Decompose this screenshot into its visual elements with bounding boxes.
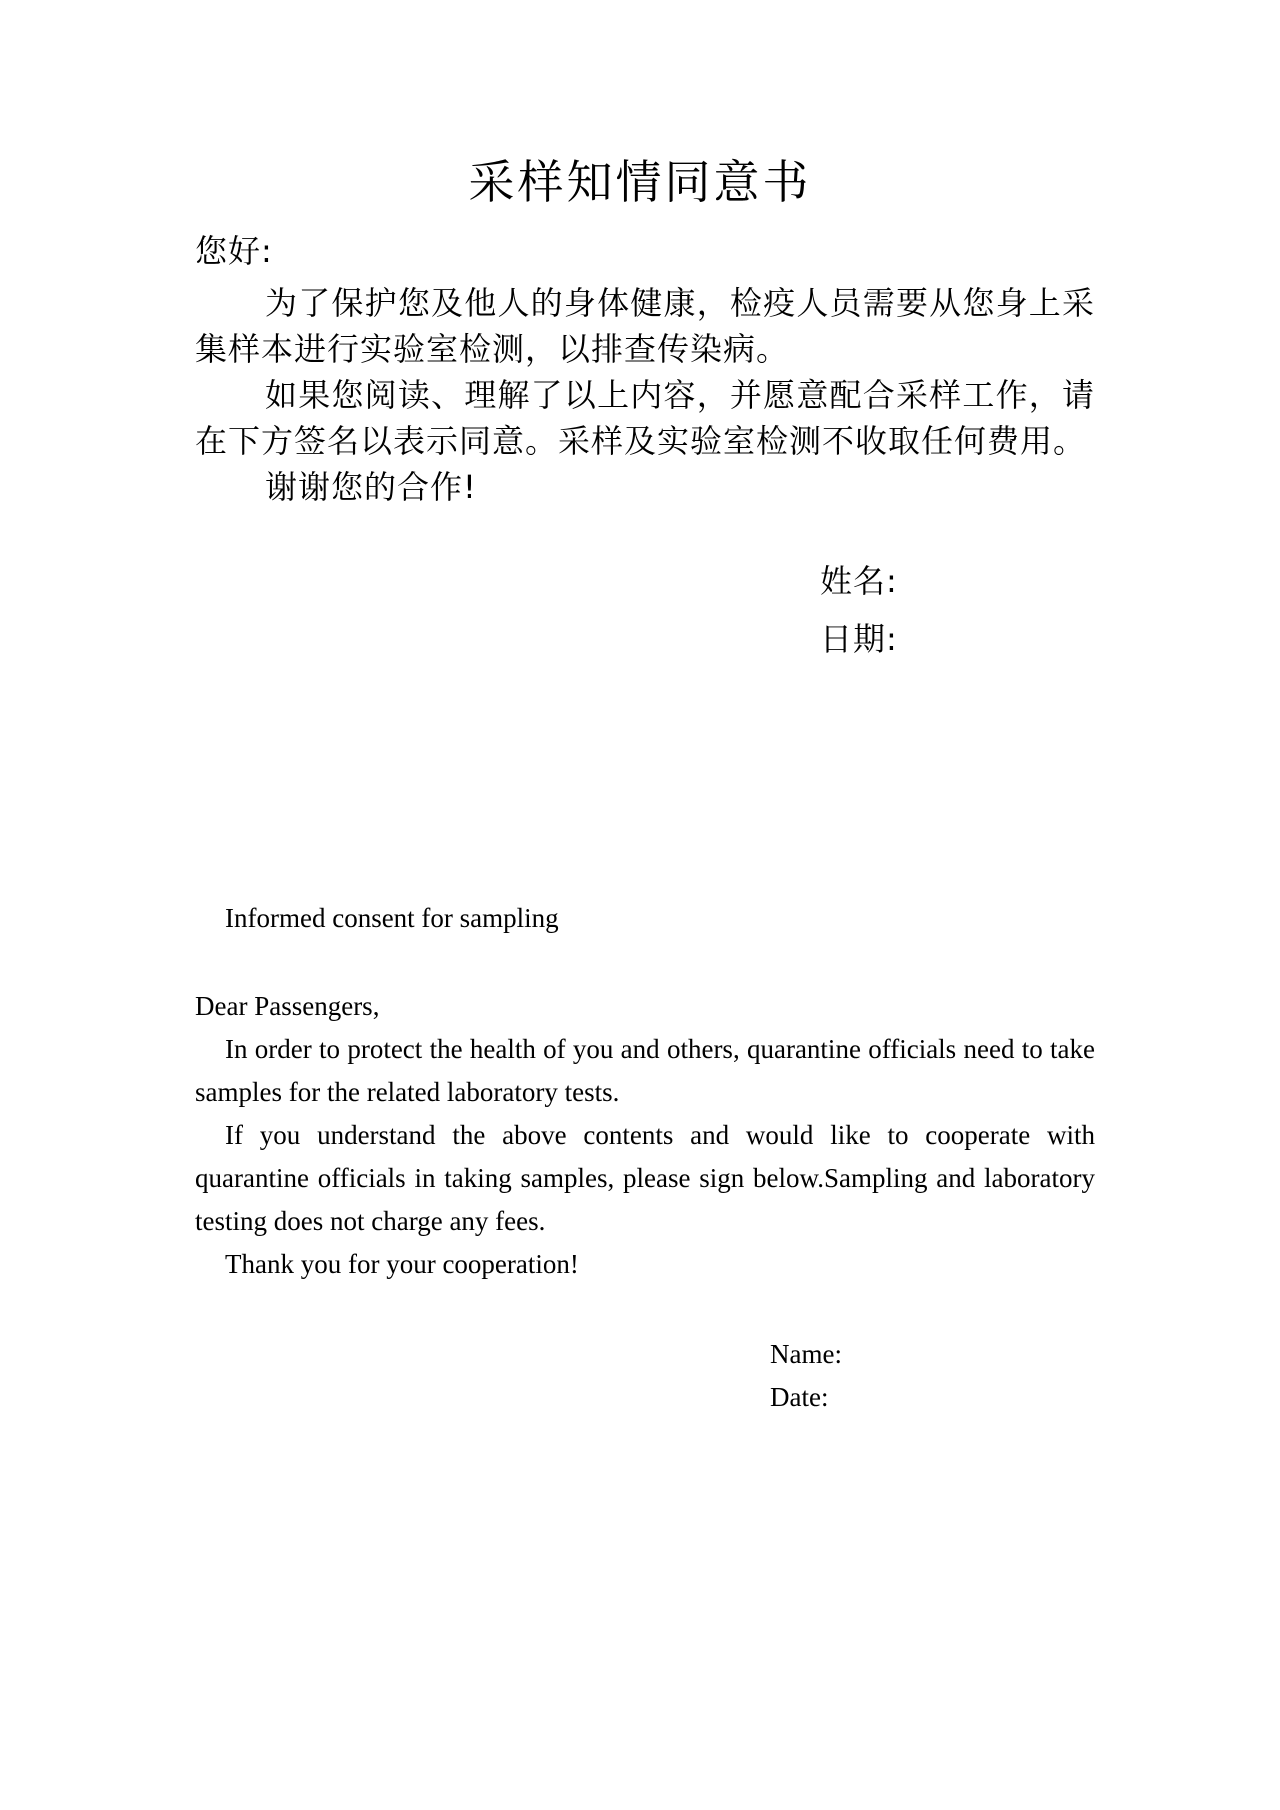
chinese-date-label: 日期: — [820, 620, 898, 658]
english-paragraph-thanks: Thank you for your cooperation! — [225, 1249, 579, 1279]
chinese-title: 采样知情同意书 — [468, 155, 812, 209]
english-body — [195, 985, 1095, 1286]
english-signature-block — [770, 1333, 842, 1419]
english-greeting: Dear Passengers, — [195, 991, 380, 1021]
english-date-label: Date: — [770, 1382, 829, 1412]
chinese-body — [195, 280, 1095, 510]
english-title: Informed consent for sampling — [225, 903, 559, 933]
english-name-label: Name: — [770, 1339, 842, 1369]
english-paragraph-purpose: In order to protect the health of you and others, quarantine officials need to take samples for the related laboratory tests. — [195, 1034, 1095, 1107]
chinese-paragraph-consent: 如果您阅读、理解了以上内容，并愿意配合采样工作，请在下方签名以表示同意。采样及实验室检测不收取任何费用。 — [195, 376, 1095, 460]
chinese-name-label: 姓名: — [820, 562, 898, 600]
chinese-greeting: 您好: — [195, 232, 273, 270]
chinese-signature-block — [820, 558, 898, 674]
chinese-paragraph-thanks: 谢谢您的合作! — [265, 468, 477, 506]
english-paragraph-consent: If you understand the above contents and would like to cooperate with quarantine officials in taking samples, please sign below.Sampling and laboratory testing does not charge any fees. — [195, 1120, 1095, 1236]
chinese-paragraph-purpose: 为了保护您及他人的身体健康，检疫人员需要从您身上采集样本进行实验室检测，以排查传染病。 — [195, 284, 1095, 368]
